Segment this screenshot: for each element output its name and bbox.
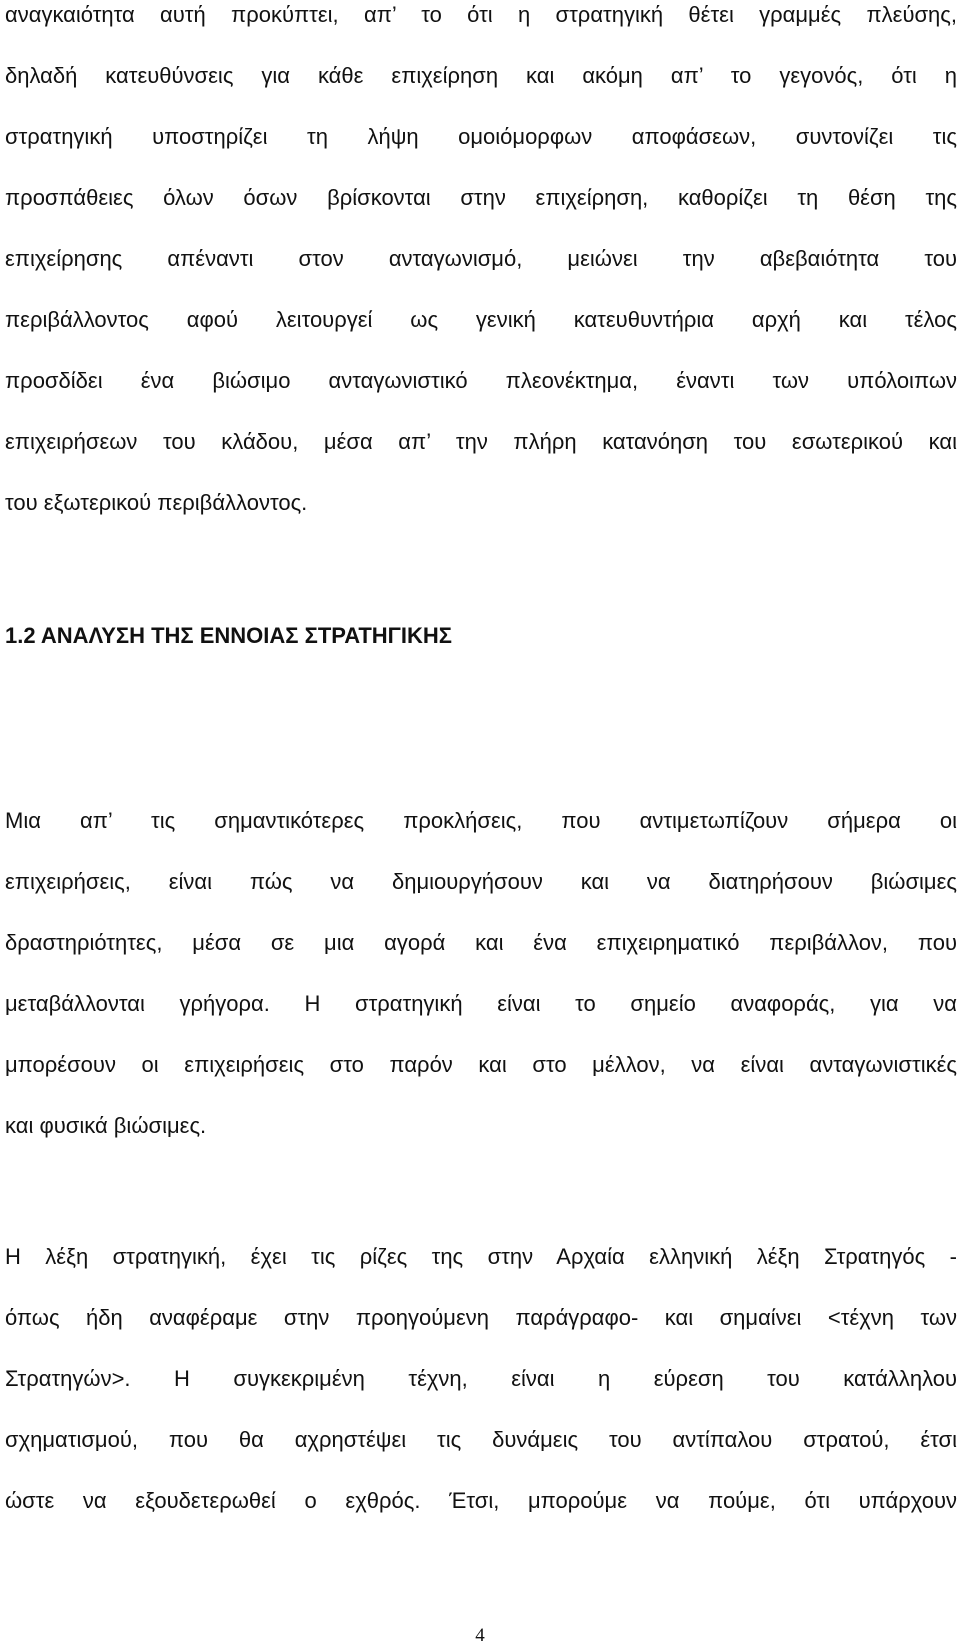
text-line: μεταβάλλονται γρήγορα. Η στρατηγική είναι το σημείο αναφοράς, για να <box>5 991 957 1016</box>
text-line: επιχείρησης απέναντι στον ανταγωνισμό, μειώνει την αβεβαιότητα του <box>5 246 957 271</box>
text-line: Μια απ’ τις σημαντικότερες προκλήσεις, που αντιμετωπίζουν σήμερα οι <box>5 808 957 833</box>
section-heading: 1.2 ΑΝΑΛΥΣΗ ΤΗΣ ΕΝΝΟΙΑΣ ΣΤΡΑΤΗΓΙΚΗΣ <box>5 623 452 648</box>
text-line: όπως ήδη αναφέραμε στην προηγούμενη παράγραφο- και σημαίνει <τέχνη των <box>5 1305 957 1330</box>
paragraph-strategy-etymology <box>5 1226 957 1531</box>
paragraph-strategy-necessity <box>5 0 957 533</box>
text-line: Στρατηγών>. Η συγκεκριμένη τέχνη, είναι η εύρεση του κατάλληλου <box>5 1366 957 1391</box>
text-line: δραστηριότητες, μέσα σε μια αγορά και ένα επιχειρηματικό περιβάλλον, που <box>5 930 957 955</box>
text-line: επιχειρήσεις, είναι πώς να δημιουργήσουν και να διατηρήσουν βιώσιμες <box>5 869 957 894</box>
text-line: και φυσικά βιώσιμες. <box>5 1113 207 1138</box>
text-line: αναγκαιότητα αυτή προκύπτει, απ’ το ότι η στρατηγική θέτει γραμμές πλεύσης, <box>5 2 957 27</box>
paragraph-strategy-challenges <box>5 790 957 1156</box>
text-line: προσδίδει ένα βιώσιμο ανταγωνιστικό πλεονέκτημα, έναντι των υπόλοιπων <box>5 368 957 393</box>
text-line: επιχειρήσεων του κλάδου, μέσα απ’ την πλήρη κατανόηση του εσωτερικού και <box>5 429 957 454</box>
text-line: του εξωτερικού περιβάλλοντος. <box>5 490 308 515</box>
text-line: σχηματισμού, που θα αχρηστέψει τις δυνάμεις του αντίπαλου στρατού, έτσι <box>5 1427 957 1452</box>
text-line: μπορέσουν οι επιχειρήσεις στο παρόν και στο μέλλον, να είναι ανταγωνιστικές <box>5 1052 957 1077</box>
text-line: περιβάλλοντος αφού λειτουργεί ως γενική κατευθυντήρια αρχή και τέλος <box>5 307 957 332</box>
text-line: δηλαδή κατευθύνσεις για κάθε επιχείρηση και ακόμη απ’ το γεγονός, ότι η <box>5 63 957 88</box>
text-line: Η λέξη στρατηγική, έχει τις ρίζες της στην Αρχαία ελληνική λέξη Στρατηγός - <box>5 1244 957 1269</box>
text-line: προσπάθειες όλων όσων βρίσκονται στην επιχείρηση, καθορίζει τη θέση της <box>5 185 957 210</box>
text-line: στρατηγική υποστηρίζει τη λήψη ομοιόμορφων αποφάσεων, συντονίζει τις <box>5 124 957 149</box>
text-line: ώστε να εξουδετερωθεί ο εχθρός. Έτσι, μπορούμε να πούμε, ότι υπάρχουν <box>5 1488 957 1513</box>
page-number: 4 <box>475 1625 485 1646</box>
